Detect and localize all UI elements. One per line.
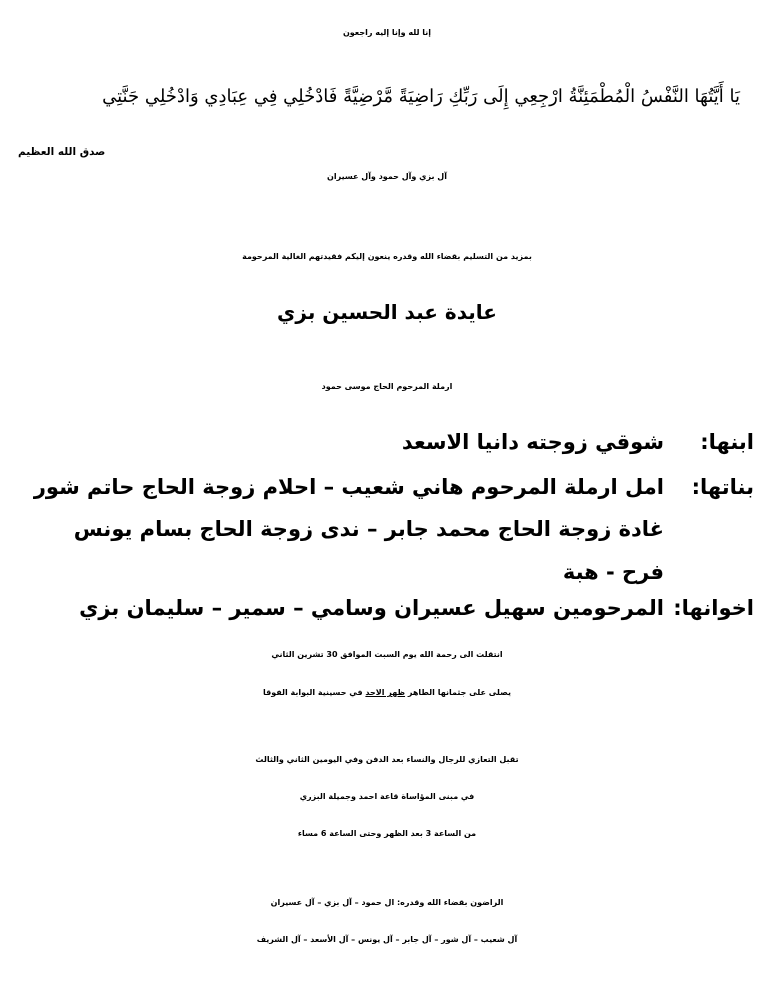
funeral-prayer-text	[0, 688, 774, 697]
prayer-suffix: في حسينية البوابة الفوقا	[262, 688, 363, 697]
announcement-text: بمزيد من التسليم بقضاء الله وقدره ينعون إليكم فقيدتهم الغالية المرحومة	[242, 252, 532, 261]
son-label: ابنها:	[700, 430, 754, 454]
families-heading: آل بزي وآل حمود وآل عسيران	[327, 172, 447, 181]
istirja-heading: إنا لله وإنا إليه راجعون	[342, 28, 432, 37]
relatives-son-row	[402, 430, 754, 454]
brothers-label: اخوانها:	[673, 596, 754, 620]
prayer-time: ظهر الاحد	[365, 688, 406, 697]
quran-verse: يَا أَيَّتُهَا النَّفْسُ الْمُطْمَئِنَّةُ ارْجِعِي إِلَى رَبِّكِ رَاضِيَةً مَّرْضِيَّةً فَادْخُلِي فِي عِبَادِي وَادْخُلِي جَنَّتِي	[102, 86, 740, 107]
son-value: شوقي زوجته دانيا الاسعد	[401, 430, 664, 454]
mourners-line-2: آل شعيب – آل شور – آل جابر – آل يونس – آل الأسعد – آل الشريف	[256, 935, 518, 944]
daughters-line-3: فرح - هبة	[562, 560, 664, 584]
death-date-text: انتقلت الى رحمة الله يوم السبت الموافق 30 تشرين الثاني	[271, 650, 503, 659]
daughters-line-1: امل ارملة المرحوم هاني شعيب – احلام زوجة الحاج حاتم شور	[33, 475, 664, 499]
condolences-line-1: تقبل التعازي للرجال والنساء بعد الدفن وفي اليومين الثاني والثالث	[255, 755, 519, 764]
relatives-daughters-row	[34, 475, 754, 499]
relatives-brothers-row	[79, 596, 754, 620]
daughters-label: بناتها:	[691, 475, 754, 499]
condolences-line-3: من الساعة 3 بعد الظهر وحتى الساعة 6 مساء	[297, 829, 477, 838]
widow-of-text: ارملة المرحوم الحاج موسى حمود	[321, 382, 453, 391]
brothers-value: المرحومين سهيل عسيران وسامي – سمير – سليمان بزي	[79, 596, 664, 620]
deceased-name: عايدة عبد الحسين بزي	[277, 300, 497, 324]
sadaq-note: صدق الله العظيم	[18, 146, 106, 158]
daughters-line-2: غادة زوجة الحاج محمد جابر – ندى زوجة الحاج بسام يونس	[73, 517, 664, 541]
prayer-prefix: يصلى على جثمانها الطاهر	[407, 688, 512, 697]
mourners-line-1: الراضون بقضاء الله وقدره: ال حمود – آل بزي – آل عسيران	[270, 898, 504, 907]
condolences-line-2: في مبنى المؤاساة قاعة احمد وجميلة البزري	[299, 792, 475, 801]
